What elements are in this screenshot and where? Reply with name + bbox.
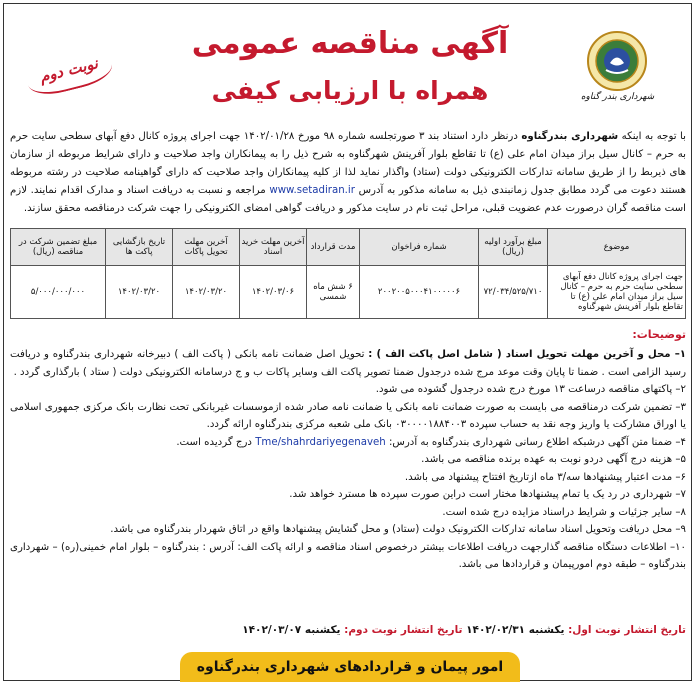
note-item: ۳– تضمین شرکت درمناقصه می بایست به صورت ضمانت نامه بانکی یا ضمانت نامه صادر شده ازموسسات غیربانکی تحت نظارت بانک مرکزی جمهوری اسلامی یا اوراق مشارکت یا واریز وجه نقد به حساب سپرده ۰۳۰۰۰۰۱۸۸۴۰۰۳ بانک ملی شعبه مرکزی بندرگناوه ارائه گردد. bbox=[10, 401, 686, 430]
title-main: آگهی مناقصه عمومی bbox=[191, 26, 509, 61]
first-publication-label: تاریخ انتشار نوبت اول: bbox=[568, 624, 686, 636]
note-1-text: تحویل اصل ضمانت نامه بانکی ( پاکت الف ) دبیرخانه شهرداری بندرگناوه و دریافت رسید الزامی است . ضمنا تا پایان وقت موعد مرج شده درجدول ضمنا تصویر پاکت الف وسایر پاکات ب و ج درسامانه الکترونیکی دولت ( ستاد ) بارگذاری گردد . bbox=[10, 349, 686, 378]
publication-dates bbox=[150, 624, 686, 636]
note-4-part2: درج گردیده است. bbox=[176, 436, 256, 448]
intro-paragraph bbox=[10, 128, 686, 218]
intro-part2: درنظر دارد استناد بند ۳ صورتجلسه شماره ۹۸ مورخ ۱۴۰۲/۰۱/۲۸ جهت اجرای پروژه کانال دفع آبهای سطحی سایت حرم به حرم – کانال سیل براز میدان امام علی (ع) تا تقاطع بلوار آفرینش شهرگناوه به شرح ذیل را به پیمانکاران واجد صلاحیت و دارای شرایط مربوطه از سازمان های ذیربط را از طریق سامانه تدارکات الکترونیکی دولت (ستاد) واگذار نماید لذا از کلیه پیمانکاران واجد صلاحیت که دارای گواهینامه صلاحیت در رشته مربوطه هستند دعوت می گردد مطابق جدول زمانبندی ذیل به سامانه مذکور به آدرس bbox=[10, 131, 686, 196]
note-item: ۹– محل دریافت وتحویل اسناد سامانه تدارکات الکترونیک دولت (ستاد) و محل گشایش پیشنهادها واقع در اتاق شهردار بندرگناوه می باشد. bbox=[110, 524, 686, 535]
second-publication-label: تاریخ انتشار نوبت دوم: bbox=[344, 624, 463, 636]
notes-list bbox=[10, 346, 686, 574]
note-item: ۷– شهرداری در رد یک یا تمام پیشنهادها مختار است دراین صورت سپرده ها مسترد خواهد شد. bbox=[289, 489, 686, 500]
table-cell: ۶ شش ماه شمسی bbox=[307, 266, 360, 319]
note-item: ۱۰– اطلاعات دستگاه مناقصه گذارجهت دریافت اطلاعات بیشتر درخصوص اسناد مناقصه و ارائه پاکت الف: آدرس : بندرگناوه – بلوار امام خمینی(ره) – شهرداری بندرگناوه – طبقه دوم امورپیمان و قراردادها می باشد. bbox=[10, 541, 686, 570]
table-header-row bbox=[11, 229, 686, 266]
table-header: آخرین مهلت تحویل پاکات bbox=[173, 229, 240, 266]
first-publication-date: یکشنبه ۱۴۰۲/۰۲/۳۱ bbox=[462, 624, 569, 636]
table-cell: ۱۴۰۲/۰۳/۲۰ bbox=[106, 266, 173, 319]
table-header: مدت قرارداد bbox=[307, 229, 360, 266]
municipality-logo-icon bbox=[586, 30, 648, 92]
logo-caption: شهرداری بندر گناوه bbox=[580, 92, 655, 102]
note-item: ۶– مدت اعتبار پیشنهادها سه/۳ ماه ازتاریخ افتتاح پیشنهاد می باشد. bbox=[404, 471, 686, 483]
channel-link[interactable]: Tme/shahrdariyegenaveh bbox=[255, 436, 386, 448]
table-header: موضوع bbox=[548, 229, 686, 266]
tender-table bbox=[10, 228, 686, 319]
notes-title: توضیحات: bbox=[632, 328, 686, 341]
table-header: شماره فراخوان bbox=[360, 229, 479, 266]
table-cell: ۱۴۰۲/۰۳/۰۶ bbox=[240, 266, 307, 319]
note-item: ۵– هزینه درج آگهی دردو نوبت به عهده برنده مناقصه می باشد. bbox=[421, 454, 686, 465]
note-1-heading: ۱– محل و آخرین مهلت تحویل اسناد ( شامل اصل پاکت الف ) : bbox=[368, 349, 687, 360]
table-row bbox=[11, 266, 686, 319]
table-header: مبلغ تضمین شرکت در مناقصه (ریال) bbox=[11, 229, 106, 266]
footer-banner: امور پیمان و قراردادهای شهرداری بندرگناوه bbox=[180, 652, 520, 682]
round-label: نوبت دوم bbox=[23, 42, 116, 100]
table-cell: ۲۰۰۲۰۰۵۰۰۰۴۱۰۰۰۰۰۶ bbox=[360, 266, 479, 319]
intro-part3: مراجعه و نسبت به دریافت اسناد و مدارک اقدام نمایند. لازم است مناقصه گران درصورت عدم عضویت قبلی، مراحل ثبت نام در سایت مذکور و دریافت گواهی امضای الکترونیکی را جهت شرکت درمناقصه محقق سازند. bbox=[10, 185, 686, 214]
note-4-part1: ۴– ضمنا متن آگهی درشبکه اطلاع رسانی شهرداری بندرگناوه به آدرس: bbox=[385, 436, 686, 448]
title-sub: همراه با ارزیابی کیفی bbox=[211, 76, 489, 105]
table-header: مبلغ برآورد اولیه (ریال) bbox=[479, 229, 548, 266]
note-item bbox=[10, 434, 686, 452]
website-link[interactable]: www.setadiran.ir bbox=[269, 185, 355, 196]
note-item: ۲– پاکتهای مناقصه درساعت ۱۳ مورخ درج شده درجدول گشوده می شود. bbox=[375, 384, 686, 395]
table-cell: ۱۴۰۲/۰۳/۲۰ bbox=[173, 266, 240, 319]
table-header: آخرین مهلت خرید اسناد bbox=[240, 229, 307, 266]
intro-org-name: شهرداری بندرگناوه bbox=[521, 131, 619, 142]
table-cell: ۵/۰۰۰/۰۰۰/۰۰۰ bbox=[11, 266, 106, 319]
intro-part1: با توجه به اینکه bbox=[618, 131, 686, 142]
note-item bbox=[10, 346, 686, 381]
table-cell: ۷۲/۰۳۴/۵۲۵/۷۱۰ bbox=[479, 266, 548, 319]
note-item: ۸– سایر جزئیات و شرایط دراسناد مزایده درج شده است. bbox=[442, 506, 686, 518]
table-header: تاریخ بازگشایی پاکت ها bbox=[106, 229, 173, 266]
table-cell: جهت اجرای پروژه کانال دفع آبهای سطحی سایت حرم به حرم – کانال سیل براز میدان امام علی (ع) تا تقاطع بلوار آفرینش شهرگناوه bbox=[548, 266, 686, 319]
second-publication-date: یکشنبه ۱۴۰۲/۰۳/۰۷ bbox=[242, 624, 345, 636]
